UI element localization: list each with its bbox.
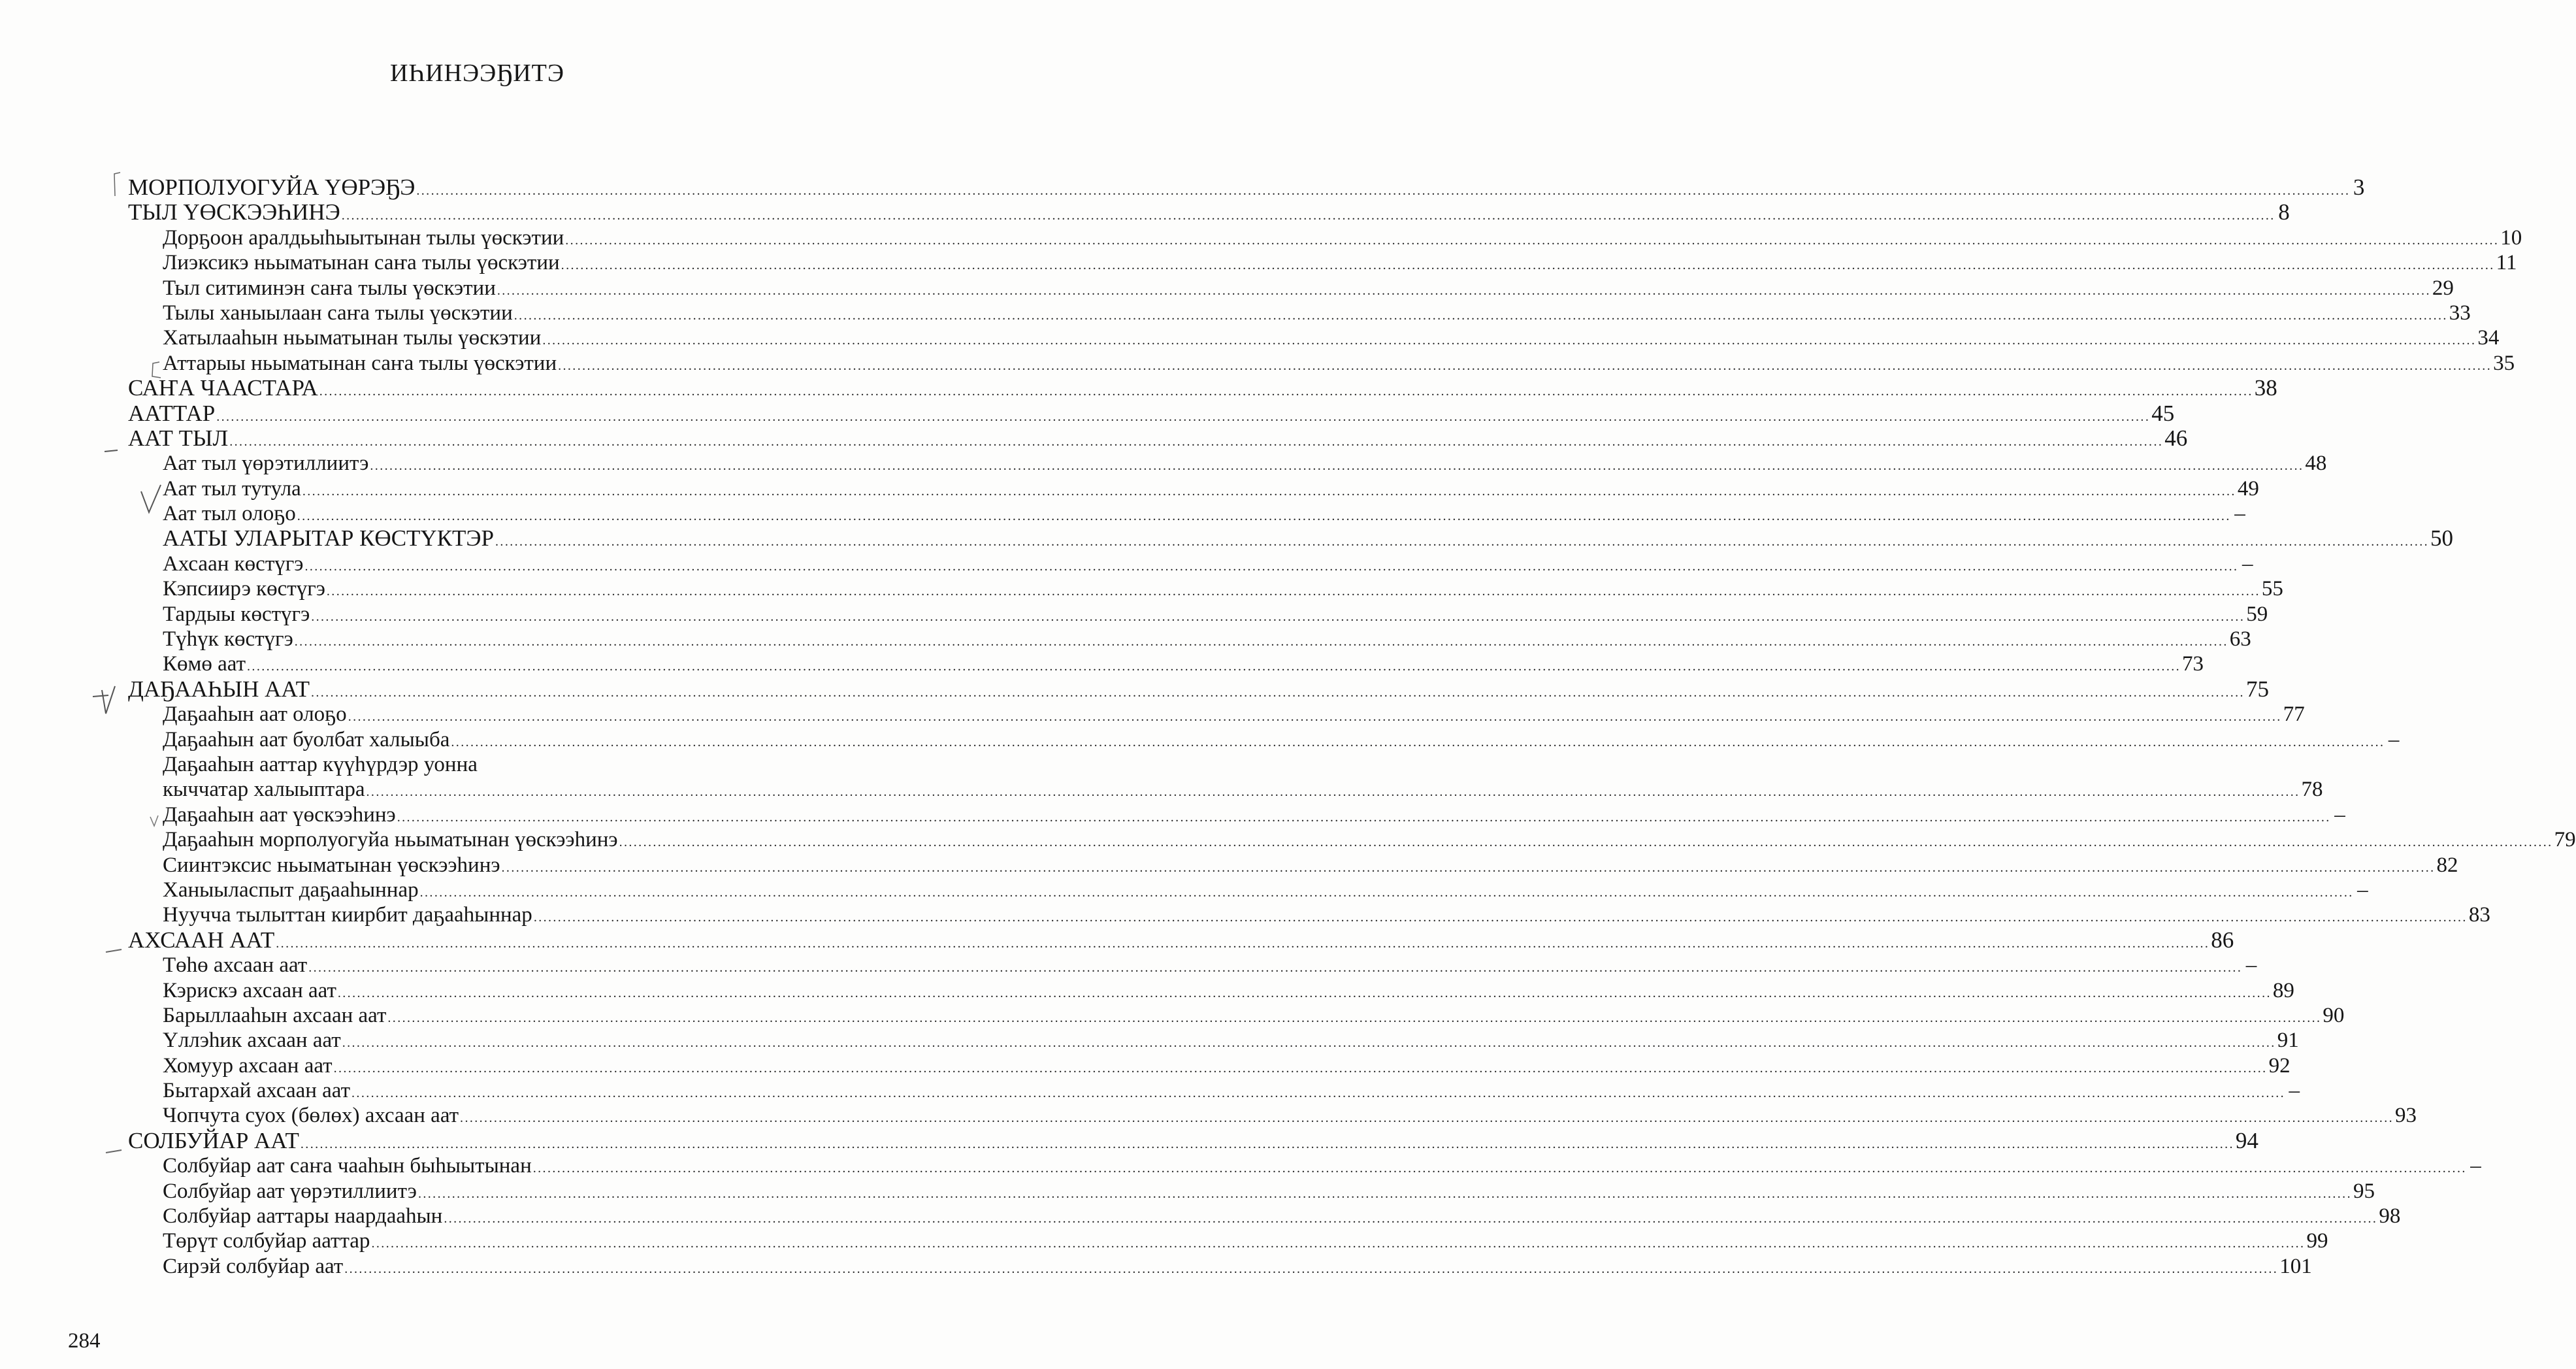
toc-entry <box>128 927 2234 953</box>
toc-entry-title: ДАҔААҺЫН ААТ <box>128 676 310 702</box>
toc-entry-page: 11 <box>2496 251 2517 275</box>
toc-entry-title: Аат тыл тутула <box>163 476 301 501</box>
toc-entry-title: ААТЫ УЛАРЫТАР КӨСТҮКТЭР <box>163 525 495 552</box>
table-of-contents <box>128 174 2576 1279</box>
toc-entry <box>128 174 2365 200</box>
toc-entry-page: 63 <box>2229 627 2251 652</box>
toc-entry-page: 91 <box>2277 1029 2299 1053</box>
toc-entry-page: 95 <box>2353 1179 2375 1203</box>
toc-entry-title: Солбуйар аат үөрэтиллиитэ <box>163 1179 417 1203</box>
toc-entry <box>128 878 2368 902</box>
toc-entry-page: 59 <box>2246 602 2268 626</box>
toc-entry-page: 75 <box>2245 676 2269 702</box>
dot-leader: ................................................................................................................................................................................................................................................................................................................................................................................................................ <box>561 258 2495 273</box>
toc-entry <box>128 1179 2375 1204</box>
dot-leader: ................................................................................................................................................................................................................................................................................................................................................................................................................ <box>351 1086 2286 1101</box>
toc-entry <box>128 525 2454 552</box>
dot-leader: ................................................................................................................................................................................................................................................................................................................................................................................................................ <box>533 910 2468 925</box>
pencil-tick-icon <box>91 685 124 715</box>
dot-leader: ................................................................................................................................................................................................................................................................................................................................................................................................................ <box>558 358 2492 373</box>
toc-entry-page: 94 <box>2235 1127 2258 1153</box>
toc-entry-page: 78 <box>2301 778 2323 802</box>
toc-entry <box>128 476 2259 501</box>
toc-entry-page: 48 <box>2305 452 2327 476</box>
toc-entry <box>128 676 2269 702</box>
dot-leader: ................................................................................................................................................................................................................................................................................................................................................................................................................ <box>294 635 2228 650</box>
dot-leader: ................................................................................................................................................................................................................................................................................................................................................................................................................ <box>542 333 2477 348</box>
toc-entry-page: 46 <box>2164 425 2188 451</box>
toc-entry-page: – <box>2388 727 2400 751</box>
dot-leader: ................................................................................................................................................................................................................................................................................................................................................................................................................ <box>619 835 2553 850</box>
dot-leader: ................................................................................................................................................................................................................................................................................................................................................................................................................ <box>300 1136 2234 1151</box>
toc-entry <box>128 1127 2258 1153</box>
toc-entry <box>128 400 2175 426</box>
toc-entry <box>128 702 2305 727</box>
toc-entry-page: 89 <box>2272 978 2294 1002</box>
toc-entry <box>128 1053 2291 1078</box>
pencil-dash-icon <box>105 948 124 954</box>
toc-entry-title: ТЫЛ ҮӨСКЭЭҺИНЭ <box>128 199 340 225</box>
toc-entry <box>128 1003 2345 1028</box>
dot-leader: ................................................................................................................................................................................................................................................................................................................................................................................................................ <box>326 584 2260 599</box>
toc-entry-title: Үллэһик ахсаан аат <box>163 1029 341 1053</box>
dot-leader: ................................................................................................................................................................................................................................................................................................................................................................................................................ <box>444 1212 2378 1227</box>
toc-entry <box>128 451 2327 476</box>
dot-leader: ................................................................................................................................................................................................................................................................................................................................................................................................................ <box>319 384 2253 399</box>
toc-entry <box>128 501 2245 526</box>
dot-leader: ................................................................................................................................................................................................................................................................................................................................................................................................................ <box>342 1036 2276 1051</box>
toc-entry-title: Барыллааһын ахсаан аат <box>163 1003 387 1027</box>
dot-leader: ................................................................................................................................................................................................................................................................................................................................................................................................................ <box>565 233 2500 248</box>
dot-leader: ................................................................................................................................................................................................................................................................................................................................................................................................................ <box>216 409 2151 424</box>
toc-entry-page: 101 <box>2279 1254 2312 1278</box>
toc-entry-page: – <box>2245 953 2257 978</box>
dot-leader: ................................................................................................................................................................................................................................................................................................................................................................................................................ <box>341 208 2275 223</box>
toc-entry-title: Сирэй солбуйар аат <box>163 1254 344 1278</box>
toc-entry-page: 73 <box>2182 652 2204 676</box>
toc-entry-title: кыччатар халыыптара <box>163 778 365 802</box>
dot-leader: ................................................................................................................................................................................................................................................................................................................................................................................................................ <box>348 710 2282 725</box>
toc-entry-title: Ахсаан көстүгэ <box>163 552 304 576</box>
toc-entry <box>128 777 2323 802</box>
toc-entry-title: Тыл ситиминэн саҥа тылы үөскэтии <box>163 276 496 300</box>
toc-entry-title: Түһүк көстүгэ <box>163 627 293 652</box>
toc-entry-title: Солбуйар ааттары наардааһын <box>163 1204 443 1229</box>
toc-entry-page: 10 <box>2500 225 2522 250</box>
toc-entry-page: 92 <box>2268 1053 2291 1078</box>
toc-entry-page: 98 <box>2379 1204 2401 1229</box>
toc-entry <box>128 225 2522 250</box>
toc-entry-title: САҤА ЧААСТАРА <box>128 375 318 401</box>
toc-entry-title: Бытархай ахсаан аат <box>163 1079 351 1103</box>
toc-entry-title: Аат тыл олоҕо <box>163 502 296 526</box>
dot-leader: ................................................................................................................................................................................................................................................................................................................................................................................................................ <box>417 1186 2352 1201</box>
toc-entry-title: Даҕааһын ааттар күүһүрдэр уонна <box>163 752 478 776</box>
toc-entry <box>128 953 2257 978</box>
toc-entry-title: Сиинтэксис ньыматынан үөскээһинэ <box>163 853 500 877</box>
toc-entry <box>128 576 2283 601</box>
toc-entry-page: 49 <box>2237 476 2259 501</box>
toc-entry-page: 55 <box>2261 577 2283 601</box>
toc-entry-page: 83 <box>2468 903 2490 927</box>
toc-entry-title: Солбуйар аат саҥа чааһын быһыытынан <box>163 1154 532 1178</box>
toc-entry-page: 8 <box>2278 199 2290 225</box>
dot-leader: ................................................................................................................................................................................................................................................................................................................................................................................................................ <box>276 936 2210 951</box>
toc-entry-title: Көмө аат <box>163 652 246 676</box>
pencil-dash-icon <box>105 1148 124 1155</box>
dot-leader: ................................................................................................................................................................................................................................................................................................................................................................................................................ <box>460 1111 2394 1126</box>
toc-entry-page: 50 <box>2430 525 2454 552</box>
toc-entry-page: – <box>2289 1079 2300 1103</box>
toc-entry-title: Ханыыласпыт даҕааһыннар <box>163 878 419 902</box>
toc-entry-page: – <box>2234 502 2245 526</box>
dot-leader: ................................................................................................................................................................................................................................................................................................................................................................................................................ <box>337 985 2272 1000</box>
toc-entry-page: 33 <box>2449 301 2471 325</box>
dot-leader: ................................................................................................................................................................................................................................................................................................................................................................................................................ <box>371 1236 2306 1251</box>
toc-entry-title: Хомуур ахсаан аат <box>163 1053 333 1078</box>
toc-entry-page: – <box>2357 878 2368 902</box>
toc-entry-title: Лиэксикэ ньыматынан саҥа тылы үөскэтии <box>163 251 560 275</box>
dot-leader: ................................................................................................................................................................................................................................................................................................................................................................................................................ <box>311 609 2245 624</box>
toc-entry-page: – <box>2334 802 2345 827</box>
dot-leader: ................................................................................................................................................................................................................................................................................................................................................................................................................ <box>308 961 2243 976</box>
toc-entry-title: Төһө ахсаан аат <box>163 953 308 978</box>
toc-entry-title: Хатылааһын ньыматынан тылы үөскэтии <box>163 326 542 350</box>
dot-leader: ................................................................................................................................................................................................................................................................................................................................................................................................................ <box>344 1261 2279 1276</box>
dot-leader: ................................................................................................................................................................................................................................................................................................................................................................................................................ <box>397 810 2331 825</box>
dot-leader: ................................................................................................................................................................................................................................................................................................................................................................................................................ <box>532 1161 2467 1176</box>
toc-entry <box>128 375 2277 401</box>
toc-entry <box>128 199 2290 225</box>
toc-entry-title: СОЛБУЙАР ААТ <box>128 1127 299 1153</box>
toc-entry <box>128 351 2515 376</box>
toc-entry <box>128 627 2251 652</box>
toc-entry-page: 93 <box>2395 1104 2417 1128</box>
toc-entry <box>128 425 2188 451</box>
dot-leader: ................................................................................................................................................................................................................................................................................................................................................................................................................ <box>495 535 2430 550</box>
dot-leader: ................................................................................................................................................................................................................................................................................................................................................................................................................ <box>247 659 2181 674</box>
toc-entry <box>128 1103 2417 1128</box>
toc-entry <box>128 1254 2312 1279</box>
dot-leader: ................................................................................................................................................................................................................................................................................................................................................................................................................ <box>302 484 2236 499</box>
toc-entry <box>128 853 2458 878</box>
toc-entry-title: Кэпсиирэ көстүгэ <box>163 577 325 601</box>
toc-entry-page: 45 <box>2151 400 2175 426</box>
dot-leader: ................................................................................................................................................................................................................................................................................................................................................................................................................ <box>310 685 2245 700</box>
toc-entry-page: 82 <box>2436 853 2458 877</box>
toc-entry <box>128 250 2517 275</box>
toc-entry-title: МОРПОЛУОГУЙА ҮӨРЭҔЭ <box>128 174 416 200</box>
toc-entry-title: Кэрискэ ахсаан аат <box>163 978 336 1002</box>
toc-entry-title: Даҕааһын аат үөскээһинэ <box>163 802 396 827</box>
toc-entry-page: 90 <box>2323 1003 2345 1027</box>
toc-entry <box>128 1078 2300 1103</box>
toc-entry-title: Тылы ханыылаан саҥа тылы үөскэтии <box>163 301 513 325</box>
toc-entry <box>128 1153 2481 1178</box>
page-title: ИҺИНЭЭҔИТЭ <box>390 59 564 87</box>
dot-leader: ................................................................................................................................................................................................................................................................................................................................................................................................................ <box>366 785 2300 800</box>
dot-leader: ................................................................................................................................................................................................................................................................................................................................................................................................................ <box>514 308 2448 323</box>
toc-entry <box>128 301 2471 325</box>
dot-leader: ................................................................................................................................................................................................................................................................................................................................................................................................................ <box>501 860 2436 875</box>
toc-entry-title: Аттарыы ньыматынан саҥа тылы үөскэтии <box>163 351 557 375</box>
dot-leader: ................................................................................................................................................................................................................................................................................................................................................................................................................ <box>416 184 2351 198</box>
toc-entry <box>128 602 2268 627</box>
dot-leader: ................................................................................................................................................................................................................................................................................................................................................................................................................ <box>419 885 2354 900</box>
toc-entry <box>128 752 845 777</box>
toc-entry-title: Чопчута суох (бөлөх) ахсаан аат <box>163 1104 459 1128</box>
toc-entry-title: Даҕааһын аат буолбат халыыба <box>163 727 450 751</box>
toc-entry-title: Даҕааһын морполуогуйа ньыматынан үөскээһинэ <box>163 828 618 852</box>
toc-entry <box>128 1229 2328 1253</box>
toc-entry-page: 77 <box>2283 702 2305 727</box>
toc-entry <box>128 727 2400 752</box>
toc-entry <box>128 802 2345 827</box>
pencil-dash-icon <box>103 448 120 454</box>
toc-entry <box>128 1028 2299 1053</box>
toc-entry-title: Дорҕоон аралдьыһыытынан тылы үөскэтии <box>163 225 564 250</box>
toc-entry-page: 99 <box>2306 1229 2328 1253</box>
dot-leader: ................................................................................................................................................................................................................................................................................................................................................................................................................ <box>387 1010 2322 1025</box>
toc-entry-page: 35 <box>2493 351 2515 375</box>
dot-leader: ................................................................................................................................................................................................................................................................................................................................................................................................................ <box>370 459 2304 474</box>
toc-entry-title: Төрүт солбуйар ааттар <box>163 1229 370 1253</box>
dot-leader: ................................................................................................................................................................................................................................................................................................................................................................................................................ <box>229 434 2164 449</box>
toc-entry-title: Аат тыл үөрэтиллиитэ <box>163 452 369 476</box>
toc-entry-title: Нуучча тылыттан киирбит даҕааһыннар <box>163 903 532 927</box>
toc-entry-page: – <box>2242 552 2253 576</box>
toc-entry-page: 79 <box>2554 828 2576 852</box>
dot-leader: ................................................................................................................................................................................................................................................................................................................................................................................................................ <box>451 734 2385 750</box>
dot-leader: ................................................................................................................................................................................................................................................................................................................................................................................................................ <box>333 1061 2268 1076</box>
toc-entry-title: ААТ ТЫЛ <box>128 425 229 451</box>
dot-leader: ................................................................................................................................................................................................................................................................................................................................................................................................................ <box>297 509 2231 524</box>
toc-entry-title: ААТТАР <box>128 400 216 426</box>
toc-entry <box>128 652 2204 676</box>
toc-entry <box>128 978 2294 1003</box>
toc-entry-page: – <box>2470 1154 2481 1178</box>
toc-entry <box>128 552 2253 576</box>
toc-entry <box>128 902 2490 927</box>
dot-leader: ................................................................................................................................................................................................................................................................................................................................................................................................................ <box>497 283 2431 298</box>
toc-entry <box>128 276 2454 301</box>
page-number: 284 <box>68 1329 101 1353</box>
toc-entry-title: Даҕааһын аат олоҕо <box>163 702 347 727</box>
toc-entry-title: АХСААН ААТ <box>128 927 275 953</box>
toc-entry <box>128 827 2576 852</box>
toc-entry-page: 34 <box>2477 326 2500 350</box>
toc-entry-page: 38 <box>2254 375 2277 401</box>
toc-entry <box>128 325 2500 350</box>
toc-entry-title: Тардыы көстүгэ <box>163 602 310 626</box>
toc-entry-page: 29 <box>2432 276 2454 300</box>
dot-leader: ................................................................................................................................................................................................................................................................................................................................................................................................................ <box>304 559 2239 574</box>
toc-entry <box>128 1204 2401 1229</box>
toc-entry-page: 86 <box>2211 927 2234 953</box>
pencil-mark-icon <box>112 171 122 197</box>
toc-entry-page: 3 <box>2353 174 2365 200</box>
